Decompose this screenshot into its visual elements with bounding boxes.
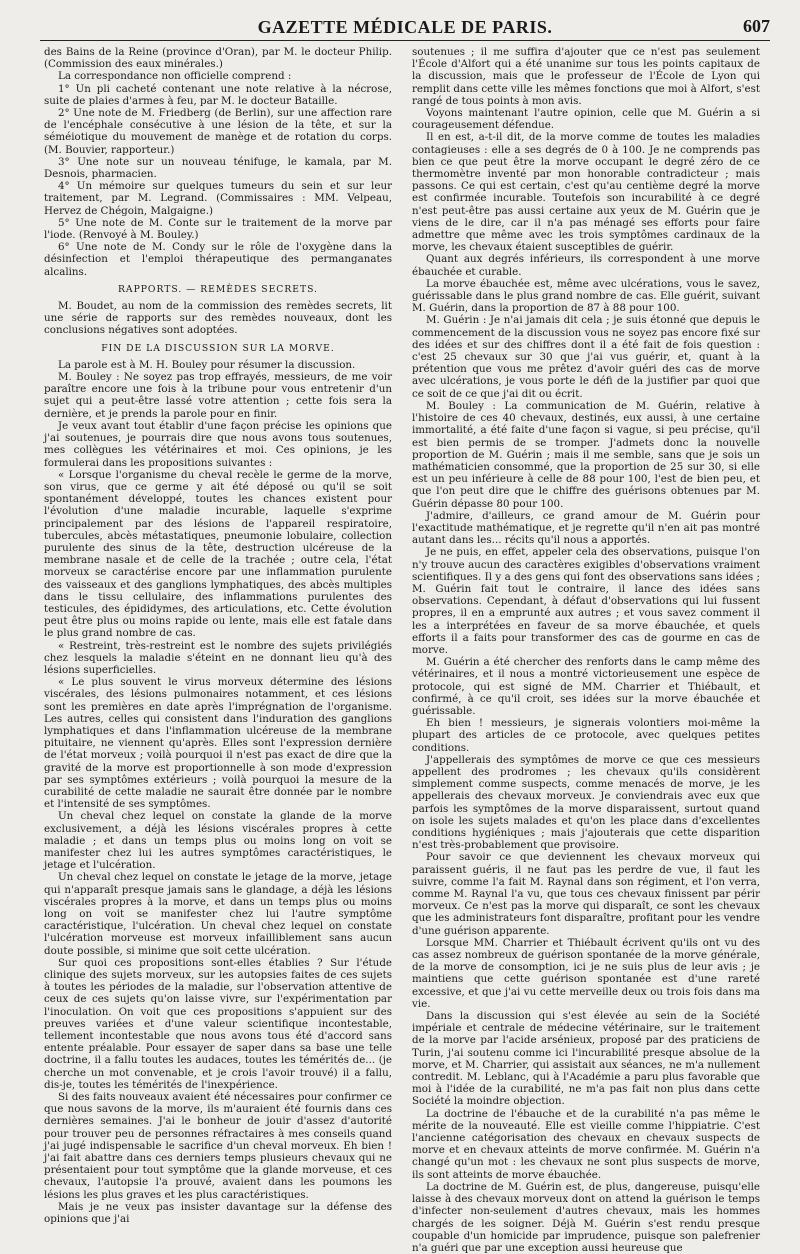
paragraph: La morve ébauchée est, même avec ulcérations, vous le savez, guérissable dans le plus grand nombre de cas. Elle guérit, suivant M. Guérin, dans la proportion de 87 à 88 pour 100.	[412, 277, 760, 315]
paragraph: 6° Une note de M. Condy sur le rôle de l'oxygène dans la désinfection et l'emploi thérapeutique des permanganates alcalins.	[44, 241, 392, 278]
paragraph: Sur quoi ces propositions sont-elles établies ? Sur l'étude clinique des sujets morveux, sur les autopsies faites de ces sujets à toutes les périodes de la maladie, sur l'observation attentive de ceux de ces sujets qu'on laisse vivre, sur l'expérimentation par l'inoculation. On voit que ces propositions s'appuient sur des preuves variées et d'une valeur scientifique incontestable, tellement incontestable que nous avons tous été d'accord sans entente préalable. Pour essayer de saper dans sa base une telle doctrine, il a fallu toutes les audaces, toutes les témérités de... (je cherche un mot convenable, et je crois l'avoir trouvé) il a fallu, dis-je, toutes les témérités de l'inexpérience.	[44, 956, 392, 1091]
paragraph: Il en est, a-t-il dit, de la morve comme de toutes les maladies contagieuses : elle a ses degrés de 0 à 100. Je ne comprends pas bien ce que peut être la morve occupant le degré zéro de ce thermomètre inventé par mon honorable contradicteur ; mais passons. Ce qui est certain, c'est qu'au centième degré la morve est confirmée incurable. Toutefois son incurabilité à ce degré n'est peut-être pas aussi certaine aux yeux de M. Guérin que je viens de le dire, car il n'a pas ménagé ses efforts pour faire admettre que même avec les trois symptômes cardinaux de la morve, les chevaux étaient susceptibles de guérir.	[412, 131, 760, 254]
paragraph: « Lorsque l'organisme du cheval recèle le germe de la morve, son virus, que ce germe y ait été déposé ou qu'il se soit spontanément développé, toutes les chances existent pour l'évolution d'une maladie incurable, laquelle s'exprime principalement par des lésions de l'appareil respiratoire, tubercules, abcès métastatiques, pneumonie lobulaire, collection purulente des sinus de la tête, destruction ulcéreuse de la membrane nasale et de celle de la trachée ; outre cela, l'état morveux se caractérise encore par une inflammation purulente des vaisseaux et des ganglions lymphatiques, des abcès multiples dans le tissu cellulaire, des inflammations purulentes des testicules, des épididymes, des articulations, etc. Cette évolution peut être plus ou moins rapide ou lente, mais elle est fatale dans le plus grand nombre de cas.	[44, 468, 392, 640]
left-column	[44, 46, 392, 1226]
paragraph: M. Bouley : La communication de M. Guérin, relative à l'histoire de ces 40 chevaux, destinés, eux aussi, à une certaine immortalité, a été faite d'une façon si vague, si peu précise, qu'il est bien permis de se tromper. J'admets donc la nouvelle proportion de M. Guérin ; mais il me semble, sans que je sois un mathématicien consommé, que la proportion de 25 sur 30, si elle est un peu inférieure à celle de 88 pour 100, l'est de bien peu, et que l'on peut dire que le chiffre des guérisons obtenues par M. Guérin dépasse 80 pour 100.	[412, 399, 760, 510]
paragraph: 4° Un mémoire sur quelques tumeurs du sein et sur leur traitement, par M. Legrand. (Commissaires : MM. Velpeau, Hervez de Chégoin, Malgaigne.)	[44, 180, 392, 217]
paragraph: 5° Une note de M. Conte sur le traitement de la morve par l'iode. (Renvoyé à M. Bouley.)	[44, 216, 392, 242]
paragraph: Un cheval chez lequel on constate le jetage de la morve, jetage qui n'apparaît presque jamais sans le glandage, a déjà les lésions viscérales propres à la morve, et dans un temps plus ou moins long on voit se manifester chez lui l'autre symptôme caractéristique, l'ulcération. Un cheval chez lequel on constate l'ulcération morveuse est morveux infailliblement sans aucun doute possible, si minime que soit cette ulcération.	[44, 871, 392, 957]
journal-title: GAZETTE MÉDICALE DE PARIS.	[257, 16, 553, 37]
paragraph: Eh bien ! messieurs, je signerais volontiers moi-même la plupart des articles de ce protocole, avec quelques petites conditions.	[412, 717, 760, 754]
paragraph: Dans la discussion qui s'est élevée au sein de la Société impériale et centrale de médecine vétérinaire, sur le traitement de la morve par l'acide arsénieux, proposé par des praticiens de Turin, j'ai soutenu comme ici l'incurabilité presque absolue de la morve, et M. Charrier, qui assistait aux séances, ne m'a nullement contredit. M. Leblanc, qui à l'Académie a paru plus favorable que moi à l'idée de la curabilité, ne m'a pas fait non plus dans cette Société la moindre objection.	[412, 1010, 760, 1108]
paragraph: M. Boudet, au nom de la commission des remèdes secrets, lit une série de rapports sur des remèdes nouveaux, dont les conclusions négatives sont adoptées.	[44, 300, 392, 337]
paragraph: J'admire, d'ailleurs, ce grand amour de M. Guérin pour l'exactitude mathématique, et je regrette qu'il n'en ait pas montré autant dans les... récits qu'il nous a apportés.	[412, 509, 760, 547]
paragraph: Si des faits nouveaux avaient été nécessaires pour confirmer ce que nous savons de la morve, ils m'auraient été fournis dans ces dernières semaines. J'ai le bonheur de jouir d'assez d'autorité pour trouver peu de personnes réfractaires à mes conseils quand j'ai jugé indispensable le sacrifice d'un cheval morveux. Eh bien ! j'ai fait abattre dans ces derniers temps plusieurs chevaux qui ne présentaient pour tout symptôme que la glande morveuse, et ces chevaux, l'autopsie l'a prouvé, avaient dans les poumons les lésions les plus graves et les plus caractéristiques.	[44, 1091, 392, 1201]
paragraph: 3° Une note sur un nouveau ténifuge, le kamala, par M. Desnois, pharmacien.	[44, 155, 392, 181]
paragraph: M. Guérin : Je n'ai jamais dit cela ; je suis étonné que depuis le commencement de la discussion vous ne soyez pas encore fixé sur des idées et sur des chiffres dont il a été fait de fois question : c'est 25 chevaux sur 30 que j'ai vus guérir, et, quant à la prétention que vous me prêtez d'avoir guéri des cas de morve avec ulcérations, je vous porte le défi de la justifier par quoi que ce soit de ce que j'ai dit ou écrit.	[412, 314, 760, 400]
paragraph: M. Bouley : Ne soyez pas trop effrayés, messieurs, de me voir paraître encore une fois à la tribune pour vous entretenir d'un sujet qui a peut-être lassé votre attention ; cette fois sera la dernière, et je prends la parole pour en finir.	[44, 371, 392, 420]
section-heading: FIN DE LA DISCUSSION SUR LA MORVE.	[101, 342, 335, 354]
paragraph: 1° Un pli cacheté contenant une note relative à la nécrose, suite de plaies d'armes à feu, par M. le docteur Bataille.	[44, 82, 392, 107]
paragraph: Quant aux degrés inférieurs, ils correspondent à une morve ébauchée et curable.	[412, 253, 760, 278]
paragraph: 2° Une note de M. Friedberg (de Berlin), sur une affection rare de l'encéphale consécutive à une lésion de la tête, et sur la séméiotique du mouvement de manège et de rotation du corps. (M. Bouvier, rapporteur.)	[44, 107, 392, 156]
paragraph: « Le plus souvent le virus morveux détermine des lésions viscérales, des lésions pulmonaires notamment, et ces lésions sont les premières en date après l'imprégnation de l'organisme. Les autres, celles qui consistent dans l'induration des ganglions lymphatiques et dans l'inflammation ulcéreuse de la membrane pituitaire, ne viennent qu'après. Elles sont l'expression dernière de l'état morveux ; voilà pourquoi il n'est pas exact de dire que la gravité de la morve est proportionnelle à son mode d'expression par ses symptômes extérieurs ; voilà pourquoi la mesure de la curabilité de cette maladie ne saurait être donnée par le nombre et l'intensité de ses symptômes.	[44, 676, 392, 811]
paragraph: La correspondance non officielle comprend :	[58, 70, 292, 83]
right-column	[412, 46, 760, 1254]
paragraph: Je ne puis, en effet, appeler cela des observations, puisque l'on n'y trouve aucun des caractères exigibles d'observations vraiment scientifiques. Il y a des gens qui font des observations sans idées ; M. Guérin fait tout le contraire, il lance des idées sans observations. Cependant, à défaut d'observations qui lui fussent propres, il en a emprunté aux autres ; et vous savez comment il les a interprétées en faveur de sa morve ébauchée, et quels efforts il a faits pour transformer des cas de gourme en cas de morve.	[412, 546, 760, 656]
paragraph: Un cheval chez lequel on constate la glande de la morve exclusivement, a déjà les lésions viscérales propres à cette maladie ; et dans un temps plus ou moins long on voit se manifester chez lui les autres symptômes caractéristiques, le jetage et l'ulcération.	[44, 810, 392, 872]
paragraph: M. Guérin a été chercher des renforts dans le camp même des vétérinaires, et il nous a montré victorieusement une espèce de protocole, qui est signé de MM. Charrier et Thiébault, et confirmé, à ce qu'il croit, ses idées sur la morve ébauchée et guérissable.	[412, 656, 760, 717]
paragraph: Pour savoir ce que deviennent les chevaux morveux qui paraissent guéris, il ne faut pas les perdre de vue, il faut les suivre, comme l'a fait M. Raynal dans son régiment, et l'on verra, comme M. Raynal l'a vu, que tous ces chevaux finissent par périr morveux. Ce n'est pas la morve qui disparaît, ce sont les chevaux que les administrateurs font disparaître, profitant pour les vendre d'une guérison apparente.	[412, 851, 760, 937]
paragraph: Mais je ne veux pas insister davantage sur la défense des opinions que j'ai	[44, 1200, 392, 1226]
paragraph: Voyons maintenant l'autre opinion, celle que M. Guérin a si courageusement défendue.	[412, 107, 760, 132]
paragraph: La doctrine de M. Guérin est, de plus, dangereuse, puisqu'elle laisse à des chevaux morveux dont on attend la guérison le temps d'infecter non-seulement d'autres chevaux, mais les hommes chargés de les soigner. Déjà M. Guérin s'est rendu presque coupable d'un homicide par imprudence, puisque son palefrenier n'a guéri que par une exception aussi heureuse que	[412, 1180, 760, 1254]
paragraph: La doctrine de l'ébauche et de la curabilité n'a pas même le mérite de la nouveauté. Elle est vieille comme l'hippiatrie. C'est l'ancienne catégorisation des chevaux en chevaux suspects de morve et en chevaux atteints de morve confirmée. M. Guérin n'a changé qu'un mot : les chevaux ne sont plus suspects de morve, ils sont atteints de morve ébauchée.	[412, 1107, 760, 1181]
paragraph: Je veux avant tout établir d'une façon précise les opinions que j'ai soutenues, je pourrais dire que nous avons tous soutenues, mes collègues les vétérinaires et moi. Ces opinions, je les formulerai dans les propositions suivantes :	[44, 419, 392, 469]
paragraph: « Restreint, très-restreint est le nombre des sujets privilégiés chez lesquels la maladie s'éteint en ne donnant lieu qu'à des lésions superficielles.	[44, 639, 392, 676]
page-number: 607	[743, 16, 770, 36]
paragraph: J'appellerais des symptômes de morve ce que ces messieurs appellent des prodromes ; les chevaux qu'ils considèrent simplement comme suspects, comme menacés de morve, je les appellerais des chevaux morveux. Je conviendrais avec eux que parfois les symptômes de la morve disparaissent, surtout quand on isole les sujets malades et qu'on les place dans d'excellentes conditions hygiéniques ; mais j'ajouterais que cette disparition n'est très-probablement que provisoire.	[412, 753, 760, 852]
paragraph: Lorsque MM. Charrier et Thiébault écrivent qu'ils ont vu des cas assez nombreux de guérison spontanée de la morve générale, de la morve de consomption, ici je ne suis plus de leur avis ; je maintiens que cette guérison spontanée est d'une rareté excessive, et que j'ai vu cette merveille deux ou trois fois dans ma vie.	[412, 936, 760, 1010]
paragraph: La parole est à M. H. Bouley pour résumer la discussion.	[58, 358, 356, 371]
section-heading: RAPPORTS. — REMÈDES SECRETS.	[118, 283, 318, 295]
running-header	[40, 14, 770, 41]
paragraph: soutenues ; il me suffira d'ajouter que ce n'est pas seulement l'École d'Alfort qui a été unanime sur tous les points capitaux de la discussion, mais que le professeur de l'École de Lyon qui remplit dans cette ville les mêmes fonctions que moi à Alfort, s'est rangé de tous points à mon avis.	[412, 46, 760, 107]
paragraph: des Bains de la Reine (province d'Oran), par M. le docteur Philip. (Commission des eaux minérales.)	[44, 46, 392, 71]
